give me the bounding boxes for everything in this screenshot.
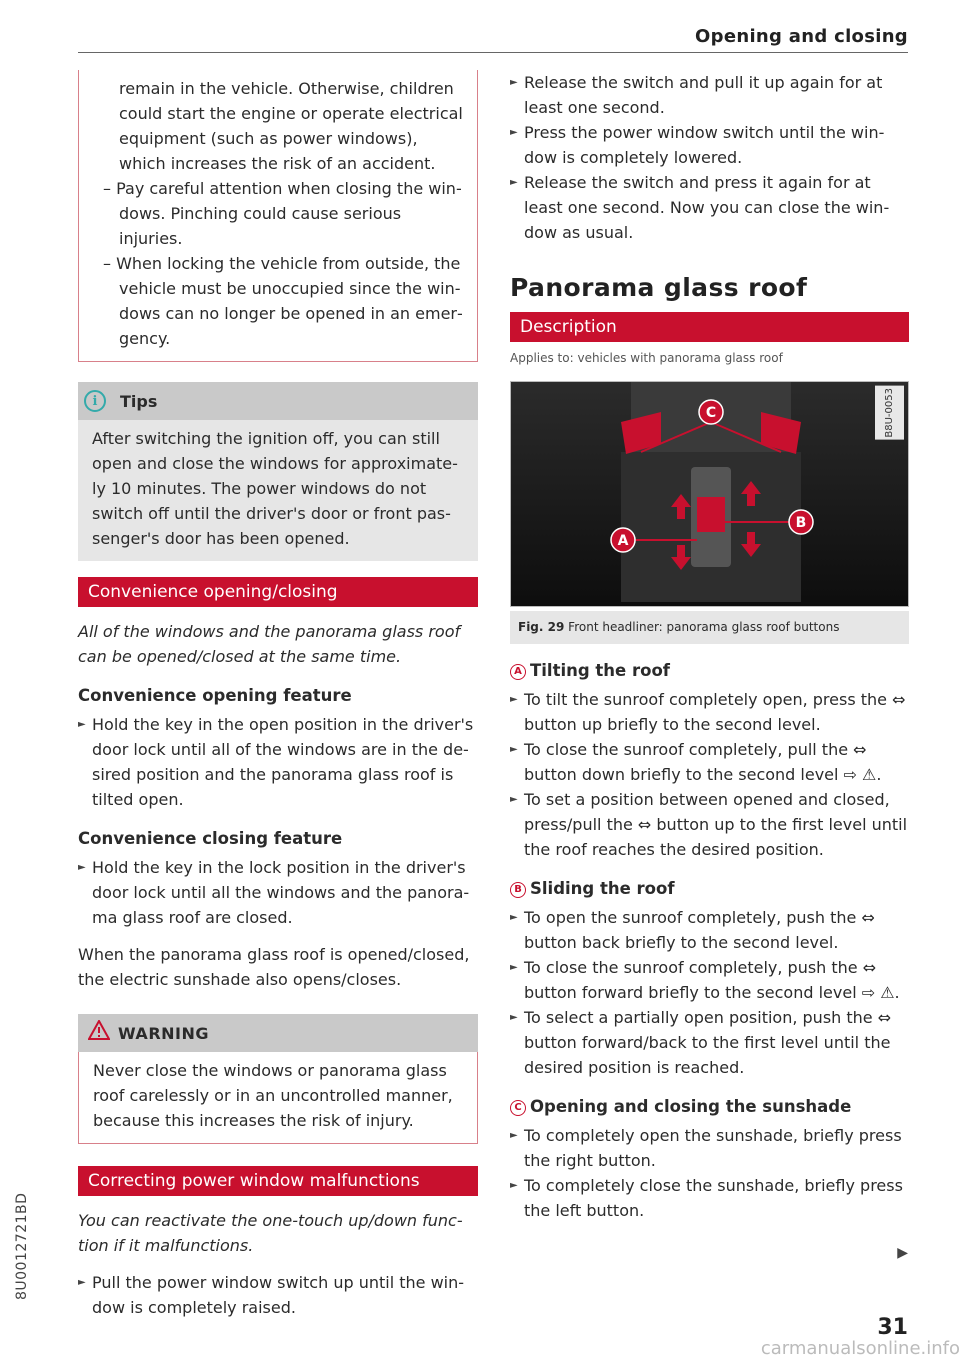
- page-number: 31: [877, 1315, 908, 1340]
- info-icon: i: [84, 390, 106, 412]
- roof-buttons-illustration: [511, 382, 909, 607]
- malfunctions-step: ► Release the switch and press it again for at least one second. Now you can close the window as usual.: [510, 170, 909, 245]
- figure-roof-buttons: [510, 381, 909, 607]
- malfunctions-step: ► Pull the power window switch up until the window is completely raised.: [78, 1270, 478, 1320]
- sliding-heading: [510, 876, 909, 901]
- warning-triangle-icon: [88, 1020, 110, 1047]
- tilting-heading: [510, 658, 909, 683]
- convenience-closing-step: ► Hold the key in the lock position in the driver's door lock until all the windows and the panorama glass roof are closed.: [78, 855, 478, 930]
- continue-arrow-icon: ▶: [897, 1245, 908, 1261]
- sunshade-heading: [510, 1094, 909, 1119]
- convenience-opening-heading: Convenience opening feature: [78, 686, 352, 705]
- watermark: carmanualsonline.info: [760, 1338, 960, 1359]
- convenience-opening-step: ► Hold the key in the open position in the driver's door lock until all of the windows are in the desired position and the panorama glass roof is tilted open.: [78, 712, 478, 812]
- right-column: [510, 70, 909, 1223]
- tilting-step: ► To set a position between opened and closed, press/pull the ⇔ button up to the first level until the roof reaches the desired position.: [510, 787, 909, 862]
- tips-header: [78, 382, 478, 420]
- sunshade-step: ► To completely close the sunshade, briefly press the left button.: [510, 1173, 909, 1223]
- warning-header: [78, 1014, 478, 1052]
- section-title-panorama: Panorama glass roof: [510, 273, 808, 302]
- warning-cont-text: remain in the vehicle. Otherwise, children could start the engine or operate electrical equipment (such as power windows), which increases the risk of an accident.: [119, 79, 463, 173]
- page-header-title: Opening and closing: [695, 26, 908, 47]
- callout-a: A: [617, 533, 629, 549]
- sunshade-step: ► To completely open the sunshade, briefly press the right button.: [510, 1123, 909, 1173]
- warning-continuation-box: [78, 70, 478, 362]
- convenience-closing-heading: Convenience closing feature: [78, 829, 343, 848]
- section-heading-description: Description: [510, 312, 909, 342]
- applies-to-note: Applies to: vehicles with panorama glass roof: [510, 351, 783, 365]
- malfunctions-intro: You can reactivate the one-touch up/down function if it malfunctions.: [78, 1211, 463, 1255]
- convenience-note: When the panorama glass roof is opened/closed, the electric sunshade also opens/closes.: [78, 945, 470, 989]
- warning-box: [78, 1052, 478, 1144]
- malfunctions-step: ► Press the power window switch until the window is completely lowered.: [510, 120, 909, 170]
- convenience-intro: All of the windows and the panorama glass roof can be opened/closed at the same time.: [78, 622, 461, 666]
- sliding-step: ► To select a partially open position, push the ⇔ button forward/back to the first level until the desired position is reached.: [510, 1005, 909, 1080]
- figure-code: B8U-0053: [875, 386, 904, 440]
- tilting-heading-text: Tilting the roof: [530, 661, 670, 680]
- tilting-step: ► To tilt the sunroof completely open, press the ⇔ button up briefly to the second level.: [510, 687, 909, 737]
- section-heading-convenience: Convenience opening/closing: [78, 577, 478, 607]
- tilting-step: ► To close the sunroof completely, pull the ⇔ button down briefly to the second level ⇨ ⚠.: [510, 737, 909, 787]
- tips-label: Tips: [120, 391, 158, 411]
- figure-label: Fig. 29: [518, 620, 565, 634]
- callout-b: B: [795, 515, 807, 531]
- sliding-step: ► To open the sunroof completely, push the ⇔ button back briefly to the second level.: [510, 905, 909, 955]
- figure-caption-text: Front headliner: panorama glass roof buttons: [568, 620, 840, 634]
- left-column: [78, 70, 478, 1320]
- sunshade-heading-text: Opening and closing the sunshade: [530, 1097, 852, 1116]
- malfunctions-step: ► Release the switch and pull it up again for at least one second.: [510, 70, 909, 120]
- tips-text: After switching the ignition off, you can still open and close the windows for approximately 10 minutes. The power windows do not switch off until the driver's door or front passenger's door has been opened.: [92, 429, 458, 548]
- warning-label: WARNING: [118, 1023, 209, 1043]
- sliding-heading-text: Sliding the roof: [530, 879, 675, 898]
- sliding-step: ► To close the sunroof completely, push the ⇔ button forward briefly to the second level ⇨ ⚠.: [510, 955, 909, 1005]
- document-code: 8U0012721BD: [14, 1192, 30, 1300]
- section-heading-malfunctions: Correcting power window malfunctions: [78, 1166, 478, 1196]
- warning-cont-item: – Pay careful attention when closing the windows. Pinching could cause serious injuries.: [103, 179, 462, 248]
- callout-a-marker: A: [510, 664, 526, 680]
- callout-c-marker: C: [510, 1100, 526, 1116]
- callout-c: C: [705, 405, 717, 421]
- callout-b-marker: B: [510, 882, 526, 898]
- header-rule: [78, 52, 908, 53]
- tips-box: [78, 420, 478, 561]
- warning-text: Never close the windows or panorama glass roof carelessly or in an uncontrolled manner, because this increases the risk of injury.: [93, 1061, 453, 1130]
- warning-cont-item: – When locking the vehicle from outside, the vehicle must be unoccupied since the windows can no longer be opened in an emergency.: [103, 254, 463, 348]
- figure-caption: [510, 611, 909, 644]
